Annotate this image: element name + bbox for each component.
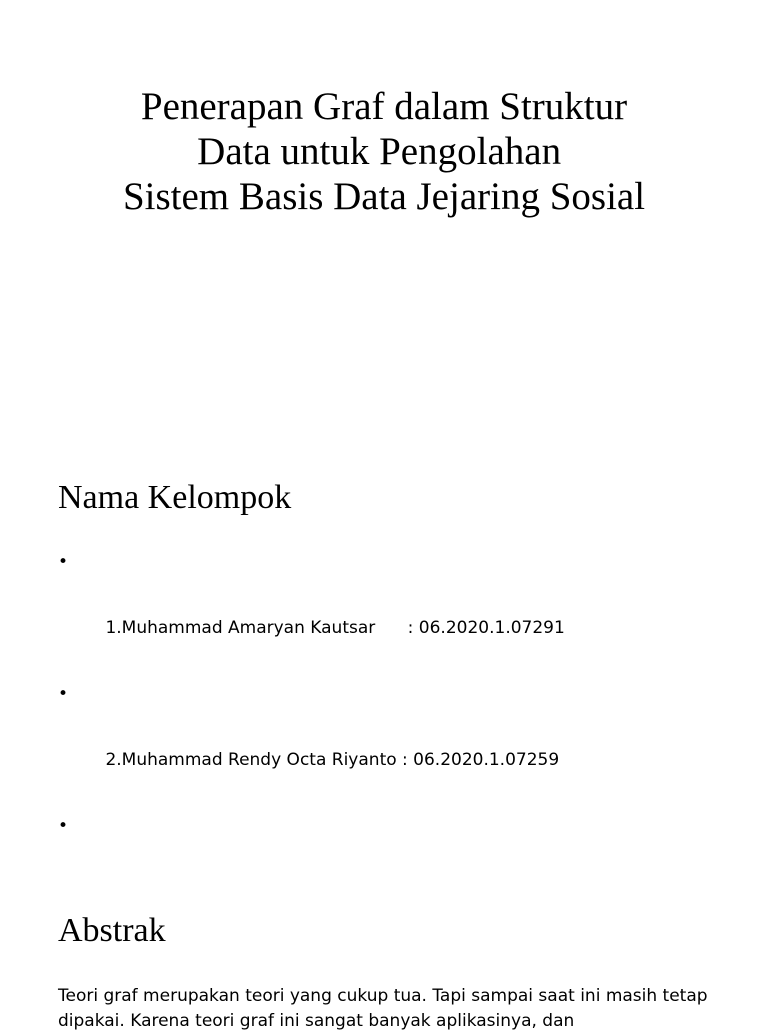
- members-slide: [0, 432, 768, 864]
- title-line-3: Sistem Basis Data Jejaring Sosial: [122, 175, 646, 218]
- member-entry: 2.Muhammad Rendy Octa Riyanto : 06.2020.1.07259: [105, 750, 560, 770]
- title-line-2: Data untuk Pengolahan: [197, 130, 571, 173]
- list-item: [58, 546, 565, 678]
- title-slide: [0, 0, 768, 432]
- abstract-heading: Abstrak: [58, 912, 166, 949]
- abstract-slide: [0, 864, 768, 1031]
- list-item: [58, 678, 565, 810]
- bullet-icon: •: [58, 816, 69, 836]
- bullet-icon: •: [58, 552, 69, 572]
- title-line-1: Penerapan Graf dalam Struktur: [140, 85, 628, 128]
- members-heading: Nama Kelompok: [58, 479, 292, 516]
- member-entry: 1.Muhammad Amaryan Kautsar : 06.2020.1.07291: [105, 618, 565, 638]
- bullet-icon: •: [58, 684, 69, 704]
- abstract-text: Teori graf merupakan teori yang cukup tua. Tapi sampai saat ini masih tetap dipakai. Karena teori graf ini sangat banyak aplikasinya, dan: [58, 986, 708, 1031]
- presentation-title: [0, 84, 768, 219]
